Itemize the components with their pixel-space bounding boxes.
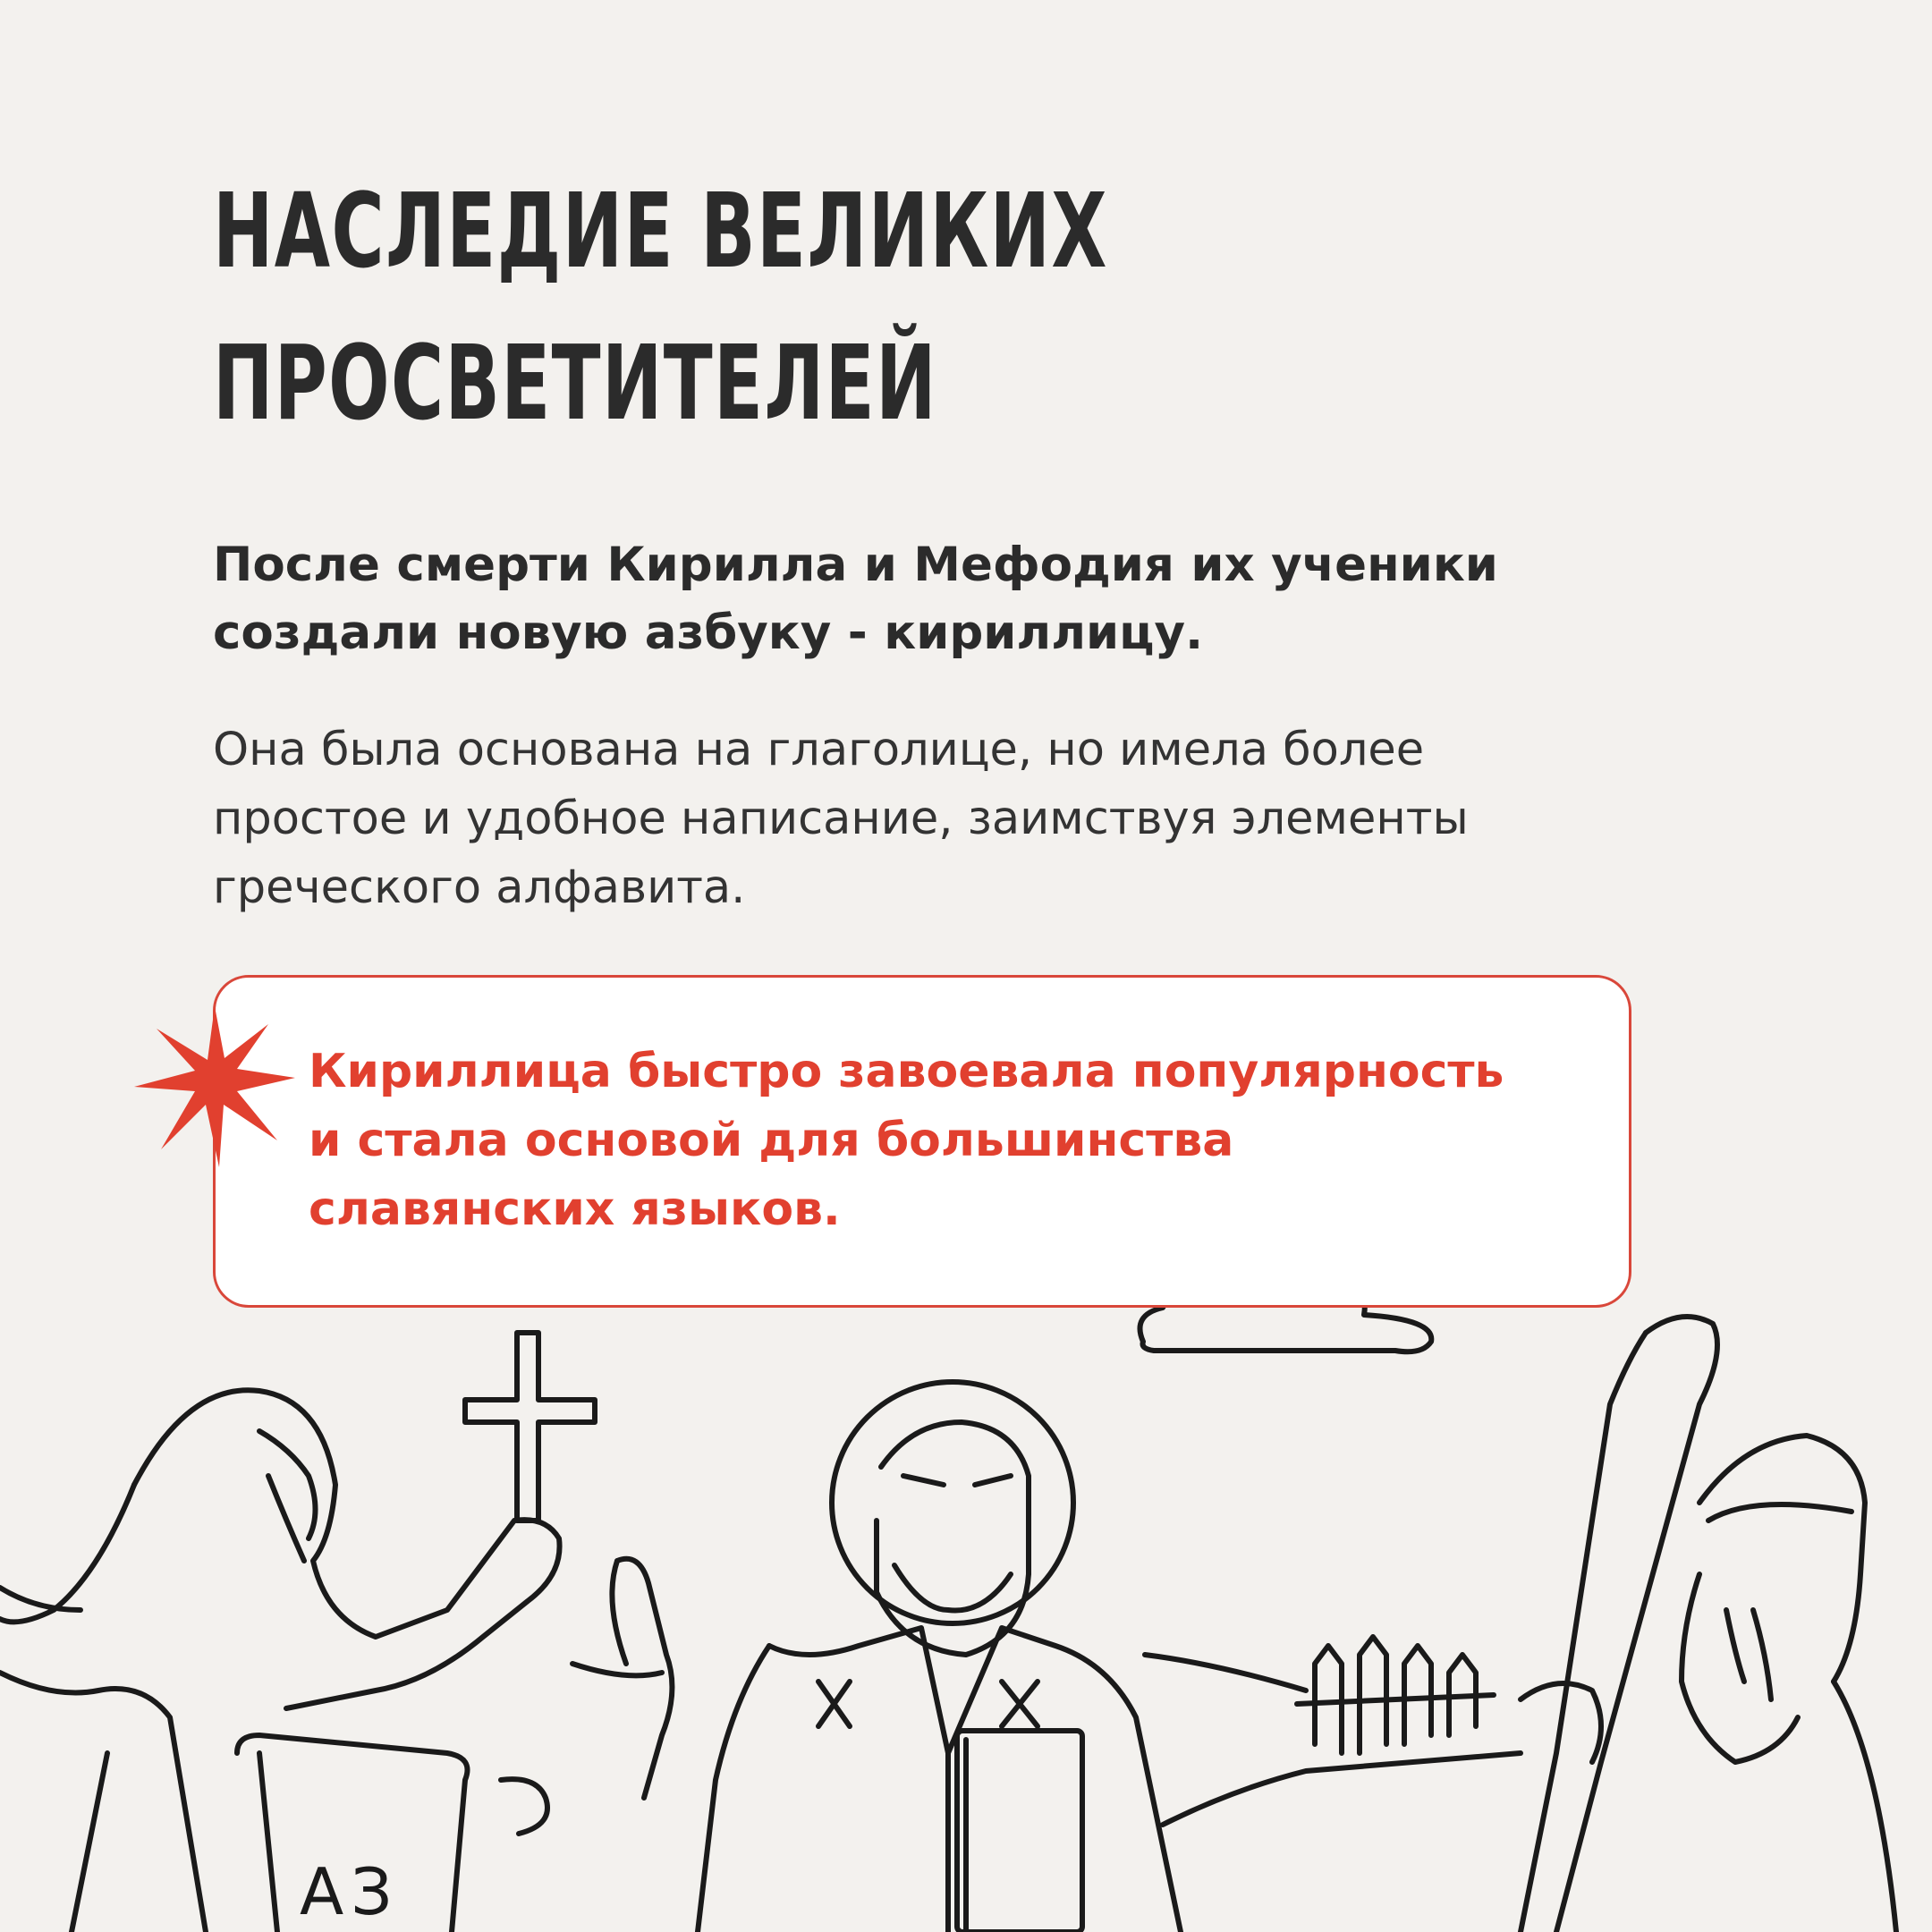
body-line-2: простое и удобное написание, заимствуя элементы — [213, 792, 1469, 845]
staff-icon — [1556, 1317, 1717, 1932]
scroll-letters: АЗ — [300, 1854, 400, 1929]
callout-line-2: и стала основой для большинства — [309, 1114, 1234, 1167]
lead-line-2: создали новую азбуку - кириллицу. — [213, 606, 1204, 660]
halo-icon — [832, 1382, 1073, 1623]
body-line-1: Она была основана на глаголице, но имела более — [213, 724, 1425, 776]
cross-icon — [465, 1333, 595, 1521]
callout-line-3: славянских языков. — [309, 1182, 841, 1236]
page-title-line-2: ПРОСВЕТИТЕЛЕЙ — [213, 324, 937, 444]
book-icon — [957, 1731, 1082, 1932]
callout-text — [309, 1038, 1597, 1244]
body-line-3: греческого алфавита. — [213, 861, 746, 914]
callout-line-1: Кириллица быстро завоевала популярность — [309, 1045, 1504, 1098]
starburst-icon — [134, 1006, 295, 1167]
page-title-line-1: НАСЛЕДИЕ ВЕЛИКИХ — [213, 172, 1108, 292]
lead-line-1: После смерти Кирилла и Мефодия их ученики — [213, 538, 1498, 592]
